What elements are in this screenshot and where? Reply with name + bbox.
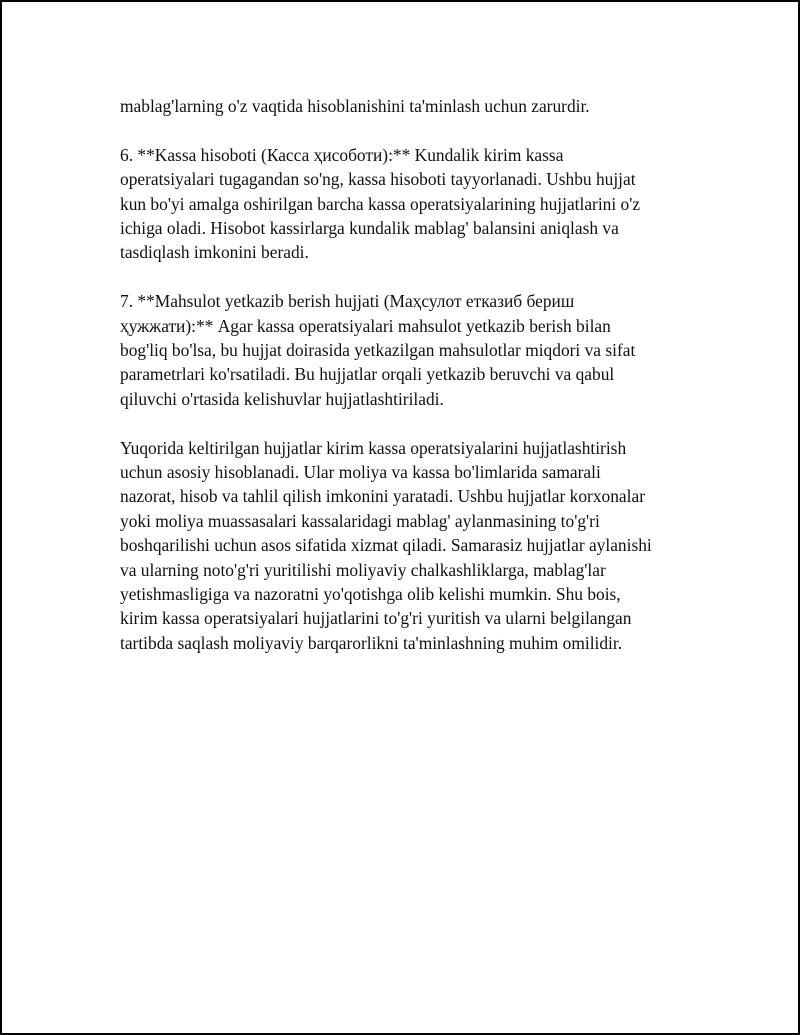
- text-line: tasdiqlash imkonini beradi.: [120, 242, 309, 263]
- paragraph-mahsulot-hujjati: [120, 289, 690, 411]
- text-line: bog'liq bo'lsa, bu hujjat doirasida yetkazilgan mahsulotlar miqdori va sifat: [120, 340, 636, 361]
- paragraph-conclusion: [120, 436, 690, 656]
- document-body: [120, 94, 690, 680]
- text-line: Yuqorida keltirilgan hujjatlar kirim kassa operatsiyalarini hujjatlashtirish: [120, 437, 627, 458]
- text-line: tartibda saqlash moliyaviy barqarorlikni ta'minlashning muhim omilidir.: [120, 632, 623, 653]
- text-line: va ularning noto'g'ri yuritilishi moliyaviy chalkashliklarga, mablag'lar: [120, 559, 606, 580]
- text-line: qiluvchi o'rtasida kelishuvlar hujjatlashtiriladi.: [120, 388, 444, 409]
- paragraph-continuation: [120, 94, 690, 118]
- text-line: parametrlari ko'rsatiladi. Bu hujjatlar orqali yetkazib beruvchi va qabul: [120, 364, 615, 385]
- paragraph-kassa-hisoboti: [120, 143, 690, 265]
- text-line: uchun asosiy hisoblanadi. Ular moliya va kassa bo'limlarida samarali: [120, 462, 601, 483]
- text-line: ichiga oladi. Hisobot kassirlarga kundalik mablag' balansini aniqlash va: [120, 218, 619, 239]
- text-line: yetishmasligiga va nazoratni yo'qotishga olib kelishi mumkin. Shu bois,: [120, 584, 621, 605]
- text-line: 6. **Kassa hisoboti (Касса ҳисоботи):** Kundalik kirim kassa: [120, 144, 564, 165]
- text-line: ҳужжати):** Agar kassa operatsiyalari mahsulot yetkazib berish bilan: [120, 315, 611, 336]
- text-line: kun bo'yi amalga oshirilgan barcha kassa operatsiyalarining hujjatlarini o'z: [120, 193, 641, 214]
- text-line: 7. **Mahsulot yetkazib berish hujjati (Маҳсулот етказиб бериш: [120, 291, 575, 312]
- text-line: yoki moliya muassasalari kassalaridagi mablag' aylanmasining to'g'ri: [120, 510, 600, 531]
- text-line: nazorat, hisob va tahlil qilish imkonini yaratadi. Ushbu hujjatlar korxonalar: [120, 486, 645, 507]
- text-line: mablag'larning o'z vaqtida hisoblanishini ta'minlash uchun zarurdir.: [120, 96, 590, 116]
- text-line: boshqarilishi uchun asos sifatida xizmat qiladi. Samarasiz hujjatlar aylanishi: [120, 535, 652, 556]
- text-line: operatsiyalari tugagandan so'ng, kassa hisoboti tayyorlanadi. Ushbu hujjat: [120, 169, 636, 190]
- text-line: kirim kassa operatsiyalari hujjatlarini to'g'ri yuritish va ularni belgilangan: [120, 608, 632, 629]
